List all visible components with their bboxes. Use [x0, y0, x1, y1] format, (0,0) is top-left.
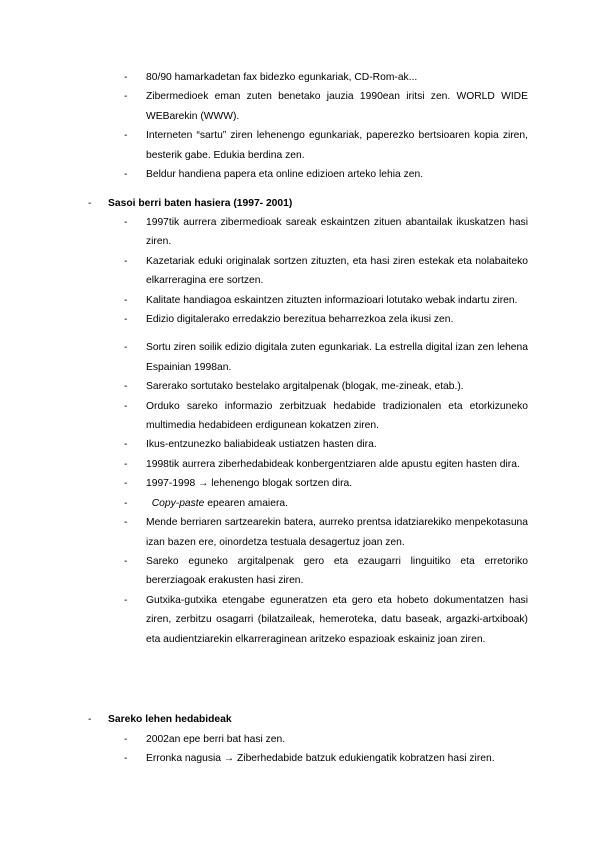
list-item — [0, 552, 600, 591]
list-item-text: Ikus-entzunezko baliabideak ustiatzen hasten dira. — [146, 439, 377, 451]
list-item — [0, 513, 600, 552]
list-bullet: - — [124, 217, 128, 228]
list-item-text: Sarerako sortutako bestelako argitalpenak (blogak, me-zineak, etab.). — [146, 381, 464, 393]
list-item — [0, 165, 600, 184]
list-item-text: Zibermedioek eman zuten benetako jauzia 1990ean iritsi zen. WORLD WIDE WEBarekin (WWW). — [146, 91, 528, 122]
list-bullet: - — [124, 381, 128, 393]
list-bullet: - — [124, 753, 128, 765]
list-item — [0, 291, 600, 310]
list-item-text: 1998tik aurrera ziberhedabideak konbergentziaren alde apustu egiten hasten dira. — [146, 458, 520, 470]
list-item — [0, 213, 600, 252]
list-item — [0, 730, 600, 749]
list-bullet: - — [124, 458, 128, 470]
spacer — [0, 329, 600, 338]
list-bullet: - — [124, 594, 128, 606]
heading-bullet: - — [88, 714, 92, 725]
list-item-text: Interneten “sartu” ziren lehenengo egunkariak, paperezko bertsioaren kopia ziren, besterik gabe. Edukia berdina zen. — [146, 130, 528, 161]
list-item-text: Erronka nagusia → Ziberhedabide batzuk edukiengatik kobratzen hasi ziren. — [146, 753, 495, 765]
list-item-text: Beldur handiena papera eta online edizioen arteko lehia zen. — [146, 169, 424, 181]
list-item — [0, 591, 600, 649]
list-item-text: 1997-1998 → lehenengo blogak sortzen dira. — [146, 478, 353, 490]
list-item — [0, 68, 600, 87]
copy-paste-term: Copy-paste — [151, 497, 205, 509]
section-heading — [0, 194, 600, 213]
section-title: Sasoi berri baten hasiera (1997- 2001) — [108, 198, 293, 209]
intro-list — [0, 68, 600, 184]
list-item — [0, 494, 600, 513]
list-item — [0, 455, 600, 474]
section2-list — [0, 730, 600, 769]
list-item — [0, 252, 600, 291]
list-bullet: - — [124, 555, 128, 567]
list-bullet: - — [124, 497, 128, 509]
section1-list — [0, 213, 600, 649]
section-title: Sareko lehen hedabideak — [108, 714, 232, 725]
list-bullet: - — [124, 517, 128, 529]
list-item-text: Sareko eguneko argitalpenak gero eta ezaugarri linguitiko eta erretoriko bererziagoak erakusten hasi ziren. — [146, 555, 528, 587]
list-bullet: - — [124, 314, 128, 326]
list-bullet: - — [124, 169, 128, 181]
list-item — [0, 126, 600, 165]
list-item — [0, 338, 600, 377]
list-bullet: - — [124, 342, 128, 354]
list-item-text: Orduko sareko informazio zerbitzuak hedabide tradizionalen eta etorkizuneko multimedia hedabideen erdigunean kokatzen ziren. — [146, 400, 528, 432]
section-heading — [0, 710, 600, 729]
list-item — [0, 87, 600, 126]
list-bullet: - — [124, 734, 128, 745]
list-item — [0, 397, 600, 436]
list-item-text: 1997tik aurrera zibermedioak sareak eskaintzen zituen abantailak ikuskatzen hasi ziren. — [146, 217, 528, 248]
copy-paste-rest: epearen amaiera. — [204, 497, 288, 509]
list-item — [0, 377, 600, 396]
list-item-text — [146, 494, 528, 513]
list-item-text: Kalitate handiagoa eskaintzen zituzten informazioari lotutako webak indartu ziren. — [146, 294, 518, 306]
list-item-text: Gutxika-gutxika etengabe eguneratzen eta gero eta hobeto dokumentatzen hasi ziren, zerbitzu osagarri (bilatzaileak, hemeroteka, datu baseak, argazki-artxiboak) eta audientziarekin elkarreraginean aritzeko espazioak eskainiz joan ziren. — [146, 594, 528, 645]
list-item — [0, 749, 600, 768]
list-item — [0, 310, 600, 329]
list-bullet: - — [124, 72, 128, 83]
list-item-text: Sortu ziren soilik edizio digitala zuten egunkariak. La estrella digital izan zen lehena Espainian 1998an. — [146, 342, 528, 373]
list-bullet: - — [124, 439, 128, 451]
list-item — [0, 435, 600, 454]
list-bullet: - — [124, 400, 128, 412]
list-bullet: - — [124, 130, 128, 142]
list-item-text: 80/90 hamarkadetan fax bidezko egunkariak, CD-Rom-ak... — [146, 72, 418, 83]
list-bullet: - — [124, 294, 128, 306]
heading-bullet: - — [88, 198, 92, 209]
list-item-text: Mende berriaren sartzearekin batera, aurreko prentsa idatziarekiko menpekotasuna izan bazen ere, oinordetza testuala desagertuz joan zen. — [146, 517, 528, 548]
list-bullet: - — [124, 255, 128, 267]
list-item-text: Edizio digitalerako erredakzio berezitua beharrezkoa zela ikusi zen. — [146, 314, 454, 326]
list-bullet: - — [124, 478, 128, 490]
list-item-text: Kazetariak eduki originalak sortzen zituzten, eta hasi ziren estekak eta nolabaiteko elkarreragina ere sortzen. — [146, 255, 528, 287]
list-bullet: - — [124, 91, 128, 103]
list-item — [0, 474, 600, 493]
list-item-text: 2002an epe berri bat hasi zen. — [146, 734, 286, 745]
